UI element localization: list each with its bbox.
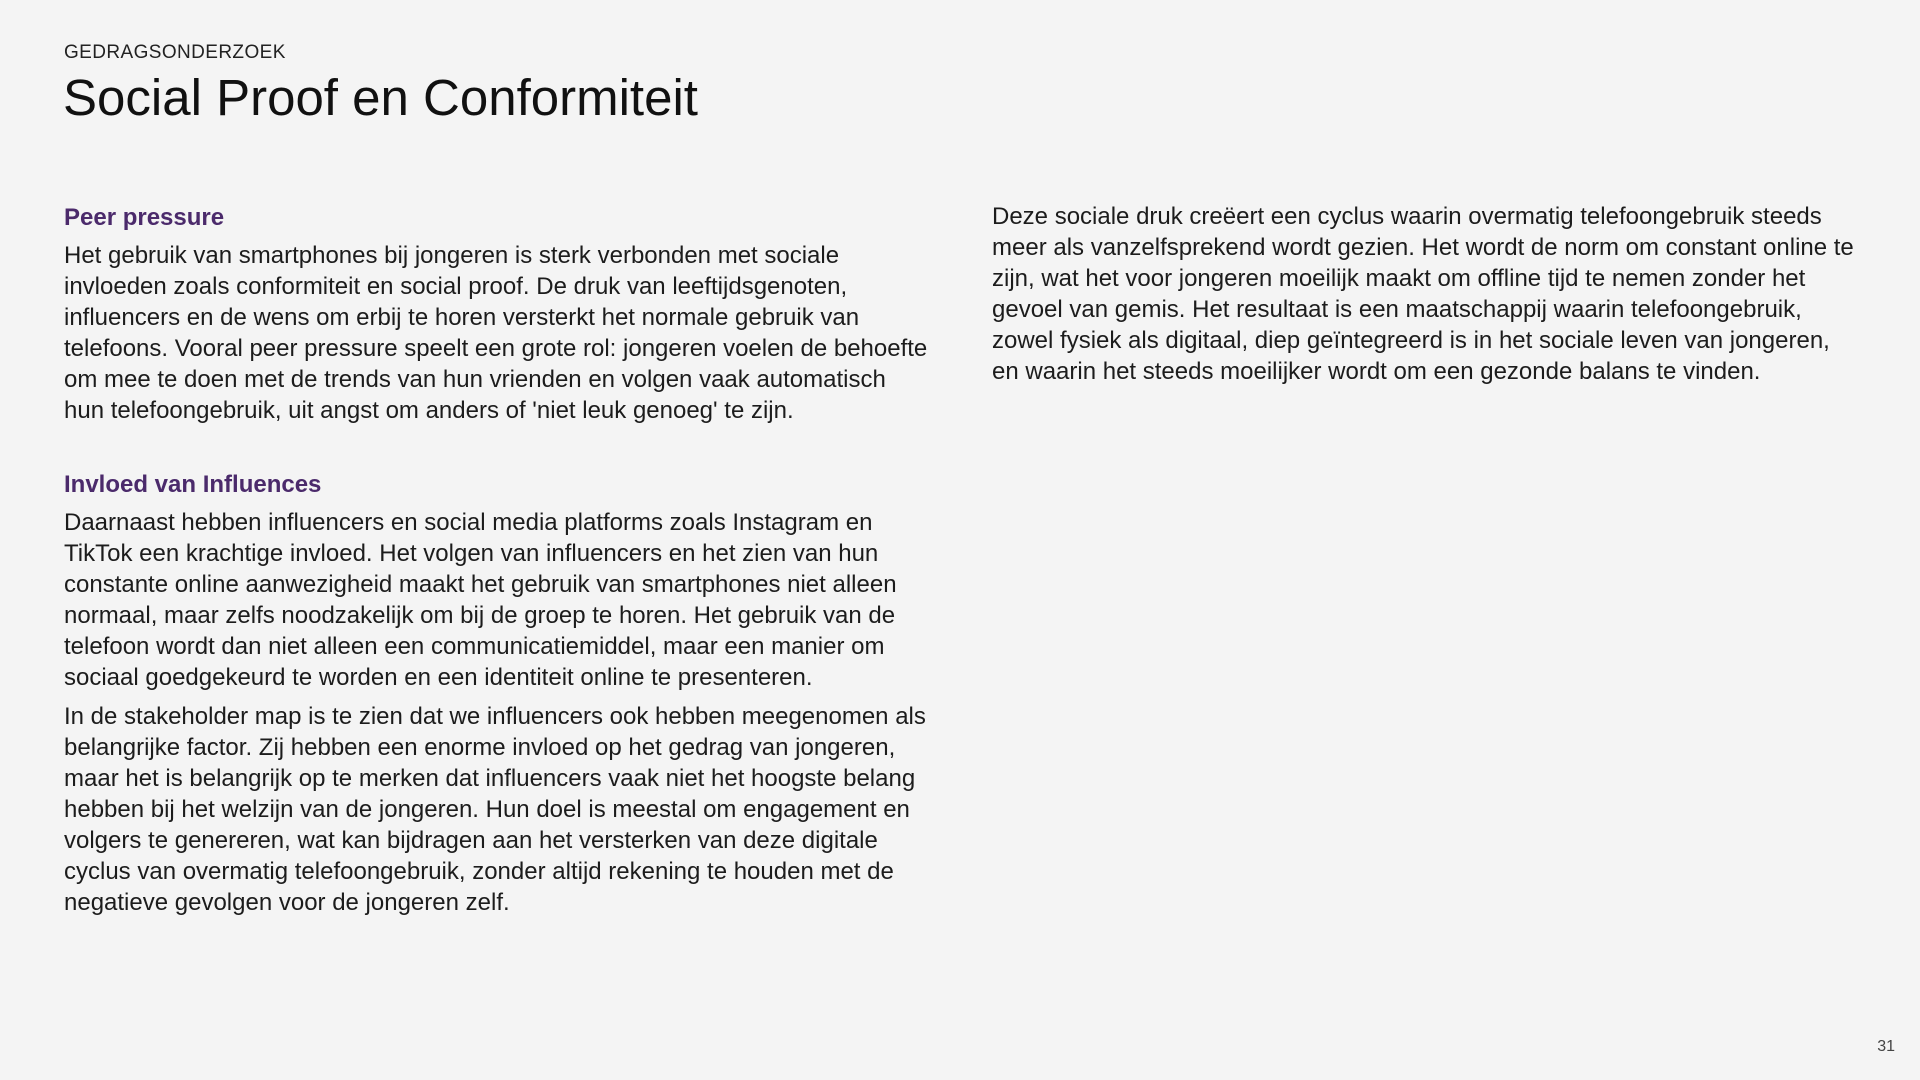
body-paragraph: In de stakeholder map is te zien dat we influencers ook hebben meegenomen als belangrijke factor. Zij hebben een enorme invloed op het gedrag van jongeren, maar het is belangrijk op te merken dat influencers vaak niet het hoogste belang hebben bij het welzijn van de jongeren. Hun doel is meestal om engagement en volgers te genereren, wat kan bijdragen aan het versterken van deze digitale cyclus van overmatig telefoongebruik, zonder altijd rekening te houden met de negatieve gevolgen voor de jongeren zelf.: [64, 703, 926, 916]
section-peer-pressure: [64, 201, 932, 426]
body-paragraph: Daarnaast hebben influencers en social media platforms zoals Instagram en TikTok een krachtige invloed. Het volgen van influencers en het zien van hun constante online aanwezigheid maakt het gebruik van smartphones niet alleen normaal, maar zelfs noodzakelijk om bij de groep te horen. Het gebruik van de telefoon wordt dan niet alleen een communicatiemiddel, maar een manier om sociaal goedgekeurd te worden en een identiteit online te presenteren.: [64, 509, 897, 691]
section-heading: Peer pressure: [64, 204, 225, 231]
section-heading: Invloed van Influences: [64, 471, 322, 498]
page-title: Social Proof en Conformiteit: [63, 69, 698, 126]
section-kicker: GEDRAGSONDERZOEK: [64, 42, 286, 63]
body-paragraph: Deze sociale druk creëert een cyclus waarin overmatig telefoongebruik steeds meer als vanzelfsprekend wordt gezien. Het wordt de norm om constant online te zijn, wat het voor jongeren moeilijk maakt om offline tijd te nemen zonder het gevoel van gemis. Het resultaat is een maatschappij waarin telefoongebruik, zowel fysiek als digitaal, diep geïntegreerd is in het sociale leven van jongeren, en waarin het steeds moeilijker wordt om een gezonde balans te vinden.: [992, 203, 1854, 385]
section-influencers: [64, 468, 932, 918]
page-number: 31: [1877, 1038, 1895, 1055]
body-paragraph: Het gebruik van smartphones bij jongeren is sterk verbonden met sociale invloeden zoals conformiteit en social proof. De druk van leeftijdsgenoten, influencers en de wens om erbij te horen versterkt het normale gebruik van telefoons. Vooral peer pressure speelt een grote rol: jongeren voelen de behoefte om mee te doen met de trends van hun vrienden en volgen vaak automatisch hun telefoongebruik, uit angst om anders of 'niet leuk genoeg' te zijn.: [64, 242, 928, 424]
right-column: [992, 201, 1862, 395]
left-column: [64, 201, 932, 926]
